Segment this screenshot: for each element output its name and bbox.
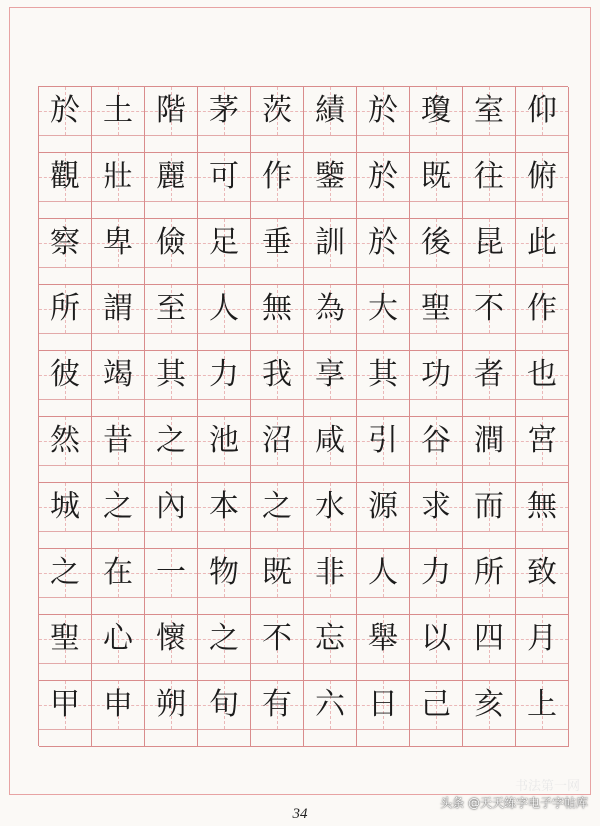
grid-cell [145,417,198,483]
character: 大 [368,291,398,326]
character: 水 [315,489,345,524]
grid-cell [251,681,304,747]
grid-cell [145,351,198,417]
grid-cell [39,351,92,417]
character: 之 [50,555,80,590]
grid-cell [251,615,304,681]
character: 其 [368,357,398,392]
grid-cell [92,417,145,483]
character: 察 [50,225,80,260]
character: 足 [209,225,239,260]
character: 所 [474,555,504,590]
character: 謂 [103,291,133,326]
grid-cell [198,219,251,285]
grid-cell [304,549,357,615]
grid-cell [251,219,304,285]
character: 俯 [527,159,557,194]
grid-cell [463,549,516,615]
character: 儉 [156,225,186,260]
calligraphy-grid [38,86,568,746]
grid-cell [304,615,357,681]
character: 亥 [474,687,504,722]
character: 茅 [209,93,239,128]
grid-cell [410,615,463,681]
grid-cell [251,87,304,153]
grid-cell [463,87,516,153]
character: 為 [315,291,345,326]
character: 源 [368,489,398,524]
character: 然 [50,423,80,458]
grid-cell [198,417,251,483]
grid-cell [251,549,304,615]
character: 力 [209,357,239,392]
character: 不 [474,291,504,326]
grid-cell [516,153,569,219]
character: 城 [50,489,80,524]
character: 之 [103,489,133,524]
grid-cell [198,483,251,549]
grid-cell [39,549,92,615]
character: 竭 [103,357,133,392]
grid-cell [463,351,516,417]
character: 之 [156,423,186,458]
character: 申 [103,687,133,722]
character: 人 [368,555,398,590]
grid-cell [304,285,357,351]
grid-cell [357,483,410,549]
character: 於 [368,93,398,128]
grid-cell [516,549,569,615]
grid-cell [145,285,198,351]
grid-cell [145,483,198,549]
character: 本 [209,489,239,524]
character: 聖 [50,621,80,656]
character: 於 [368,159,398,194]
character: 一 [156,555,186,590]
grid-cell [516,681,569,747]
grid-cell [516,285,569,351]
character: 彼 [50,357,80,392]
grid-cell [92,285,145,351]
character: 引 [368,423,398,458]
grid-cell [516,351,569,417]
grid-cell [463,681,516,747]
character: 池 [209,423,239,458]
grid-cell [357,417,410,483]
character: 月 [527,621,557,656]
character: 昔 [103,423,133,458]
grid-cell [198,351,251,417]
character: 上 [527,687,557,722]
grid-cell [251,351,304,417]
character: 甲 [50,687,80,722]
character: 卑 [103,225,133,260]
grid-cell [251,417,304,483]
grid-cell [92,351,145,417]
character: 既 [262,555,292,590]
character: 其 [156,357,186,392]
character: 瓊 [421,93,451,128]
grid-cell [304,87,357,153]
grid-cell [92,549,145,615]
grid-cell [92,153,145,219]
character: 階 [156,93,186,128]
character: 茨 [262,93,292,128]
character: 物 [209,555,239,590]
character: 致 [527,555,557,590]
grid-cell [39,219,92,285]
grid-cell [198,285,251,351]
character: 鑒 [315,159,345,194]
character: 之 [262,489,292,524]
character: 昆 [474,225,504,260]
grid-cell [92,483,145,549]
character: 訓 [315,225,345,260]
character: 後 [421,225,451,260]
character: 享 [315,357,345,392]
grid-cell [410,417,463,483]
grid-cell [516,219,569,285]
character: 懷 [156,621,186,656]
grid-cell [39,681,92,747]
grid-cell [410,351,463,417]
grid-cell [145,549,198,615]
character: 垂 [262,225,292,260]
grid-cell [304,219,357,285]
grid-cell [145,219,198,285]
character: 旬 [209,687,239,722]
grid-cell [410,549,463,615]
character: 咸 [315,423,345,458]
character: 仰 [527,93,557,128]
character: 之 [209,621,239,656]
grid-cell [516,483,569,549]
grid-cell [39,87,92,153]
character: 此 [527,225,557,260]
character: 作 [262,159,292,194]
character: 沼 [262,423,292,458]
character: 聖 [421,291,451,326]
character: 壯 [103,159,133,194]
grid-cell [463,615,516,681]
grid-cell [357,549,410,615]
grid-cell [198,87,251,153]
character: 以 [421,621,451,656]
grid-cell [251,483,304,549]
character: 也 [527,357,557,392]
grid-cell [410,219,463,285]
grid-cell [39,417,92,483]
character: 所 [50,291,80,326]
character: 作 [527,291,557,326]
character: 不 [262,621,292,656]
character: 績 [315,93,345,128]
grid-cell [357,153,410,219]
grid-cell [357,351,410,417]
character: 於 [50,93,80,128]
grid-cell [357,87,410,153]
grid-cell [251,285,304,351]
grid-cell [357,681,410,747]
grid-cell [357,219,410,285]
grid-cell [410,285,463,351]
grid-cell [410,87,463,153]
character: 可 [209,159,239,194]
character: 人 [209,291,239,326]
page-number: 34 [292,806,308,822]
grid-cell [198,549,251,615]
watermark-text: 头条 @天天练字电子字帖库 [440,796,588,810]
grid-cell [304,351,357,417]
grid-cell [463,483,516,549]
grid-cell [145,615,198,681]
grid-cell [516,87,569,153]
character: 非 [315,555,345,590]
grid-cell [516,615,569,681]
character: 力 [421,555,451,590]
character: 求 [421,489,451,524]
character: 而 [474,489,504,524]
grid-cell [304,681,357,747]
grid-cell [39,483,92,549]
grid-cell [463,153,516,219]
grid-cell [92,615,145,681]
watermark-logo: 书法第一网 [514,779,580,794]
grid-cell [304,417,357,483]
grid-cell [304,483,357,549]
grid-cell [92,219,145,285]
character: 澗 [474,423,504,458]
grid-cell [145,153,198,219]
grid-cell [92,87,145,153]
character: 四 [474,621,504,656]
character: 內 [156,489,186,524]
grid-cell [357,615,410,681]
grid-cell [198,615,251,681]
grid-cell [463,219,516,285]
grid-cell [463,417,516,483]
character: 無 [262,291,292,326]
character: 六 [315,687,345,722]
character: 己 [421,687,451,722]
grid-cell [410,681,463,747]
character: 至 [156,291,186,326]
character: 心 [103,621,133,656]
grid-cell [145,681,198,747]
character: 舉 [368,621,398,656]
grid-cell [145,87,198,153]
character: 室 [474,93,504,128]
grid-cell [39,615,92,681]
grid-cell [357,285,410,351]
character: 往 [474,159,504,194]
character: 觀 [50,159,80,194]
grid-cell [39,153,92,219]
grid-cell [198,153,251,219]
character: 谷 [421,423,451,458]
grid-cell [92,681,145,747]
character: 土 [103,93,133,128]
grid-cell [410,153,463,219]
character: 者 [474,357,504,392]
character: 無 [527,489,557,524]
character: 麗 [156,159,186,194]
grid-cell [39,285,92,351]
grid-cell [410,483,463,549]
character: 宮 [527,423,557,458]
character: 忘 [315,621,345,656]
character: 朔 [156,687,186,722]
grid-cell [463,285,516,351]
character: 我 [262,357,292,392]
grid-cell [251,153,304,219]
character: 在 [103,555,133,590]
character: 既 [421,159,451,194]
grid-cell [516,417,569,483]
grid-cell [198,681,251,747]
character: 日 [368,687,398,722]
character: 有 [262,687,292,722]
grid-cell [304,153,357,219]
character: 於 [368,225,398,260]
character: 功 [421,357,451,392]
